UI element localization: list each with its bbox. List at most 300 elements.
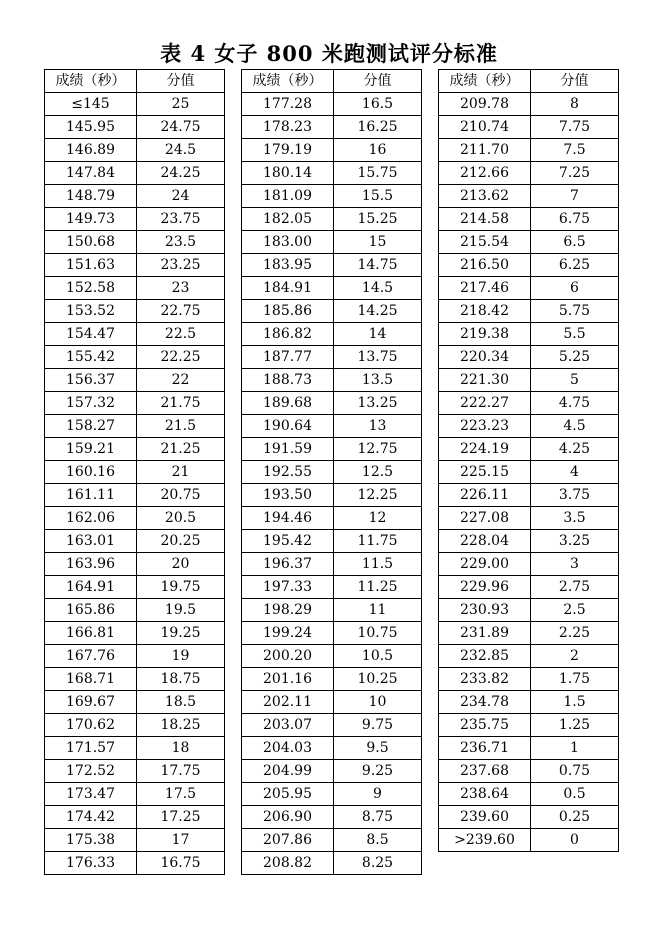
score-cell: 9 [334, 783, 422, 806]
time-cell: 163.96 [45, 553, 137, 576]
time-header: 成绩（秒） [242, 70, 334, 93]
score-cell: 12.25 [334, 484, 422, 507]
score-cell: 16 [334, 139, 422, 162]
table-row [242, 691, 422, 714]
score-cell: 21 [137, 461, 225, 484]
table-row [45, 576, 225, 599]
time-cell: 196.37 [242, 553, 334, 576]
table-row [45, 277, 225, 300]
table-row [45, 829, 225, 852]
score-table-2 [241, 69, 422, 875]
time-cell: 163.01 [45, 530, 137, 553]
time-cell: 230.93 [439, 599, 531, 622]
time-cell: 203.07 [242, 714, 334, 737]
score-cell: 4.5 [531, 415, 619, 438]
score-cell: 14.5 [334, 277, 422, 300]
score-cell: 22.75 [137, 300, 225, 323]
score-cell: 10.5 [334, 645, 422, 668]
score-cell: 16.25 [334, 116, 422, 139]
time-cell: 231.89 [439, 622, 531, 645]
score-cell: 23.5 [137, 231, 225, 254]
table-row [242, 783, 422, 806]
table-row [242, 139, 422, 162]
score-cell: 5.25 [531, 346, 619, 369]
score-cell: 6.5 [531, 231, 619, 254]
time-cell: 229.00 [439, 553, 531, 576]
time-cell: 150.68 [45, 231, 137, 254]
table-row [439, 162, 619, 185]
table-row [439, 806, 619, 829]
time-cell: 220.34 [439, 346, 531, 369]
table-row [242, 599, 422, 622]
time-cell: 175.38 [45, 829, 137, 852]
score-cell: 9.5 [334, 737, 422, 760]
table-row [45, 553, 225, 576]
time-cell: 235.75 [439, 714, 531, 737]
time-cell: 145.95 [45, 116, 137, 139]
table-row [242, 300, 422, 323]
score-cell: 3.75 [531, 484, 619, 507]
score-cell: 11.25 [334, 576, 422, 599]
time-cell: 232.85 [439, 645, 531, 668]
table-row [439, 438, 619, 461]
score-cell: 1.75 [531, 668, 619, 691]
time-cell: 233.82 [439, 668, 531, 691]
time-cell: 197.33 [242, 576, 334, 599]
time-cell: 236.71 [439, 737, 531, 760]
score-cell: 5.5 [531, 323, 619, 346]
score-cell: 4.25 [531, 438, 619, 461]
score-cell: 11.75 [334, 530, 422, 553]
table-row [242, 553, 422, 576]
table-row [439, 461, 619, 484]
time-cell: 171.57 [45, 737, 137, 760]
table-row [45, 691, 225, 714]
table-row [242, 277, 422, 300]
time-cell: 228.04 [439, 530, 531, 553]
time-cell: 202.11 [242, 691, 334, 714]
score-cell: 0.75 [531, 760, 619, 783]
table-row [45, 806, 225, 829]
time-cell: 194.46 [242, 507, 334, 530]
score-cell: 22 [137, 369, 225, 392]
score-cell: 18.75 [137, 668, 225, 691]
score-cell: 12.75 [334, 438, 422, 461]
table-row [439, 530, 619, 553]
table-row [45, 714, 225, 737]
score-cell: 20.5 [137, 507, 225, 530]
table-row [45, 300, 225, 323]
table-row [242, 461, 422, 484]
table-row [242, 185, 422, 208]
table-row [45, 392, 225, 415]
header-row [439, 70, 619, 93]
table-row [439, 323, 619, 346]
table-row [45, 599, 225, 622]
table-row [242, 576, 422, 599]
time-cell: 177.28 [242, 93, 334, 116]
table-row [45, 254, 225, 277]
time-cell: 204.99 [242, 760, 334, 783]
score-cell: 10 [334, 691, 422, 714]
table-row [439, 116, 619, 139]
score-cell: 17.5 [137, 783, 225, 806]
time-cell: 210.74 [439, 116, 531, 139]
table-row [45, 162, 225, 185]
score-cell: 14.25 [334, 300, 422, 323]
table-row [242, 415, 422, 438]
score-cell: 12 [334, 507, 422, 530]
score-table-1 [44, 69, 225, 875]
table-row [45, 530, 225, 553]
score-cell: 1 [531, 737, 619, 760]
time-cell: 186.82 [242, 323, 334, 346]
time-header: 成绩（秒） [439, 70, 531, 93]
time-cell: 183.00 [242, 231, 334, 254]
time-cell: 187.77 [242, 346, 334, 369]
time-cell: 157.32 [45, 392, 137, 415]
time-cell: 239.60 [439, 806, 531, 829]
score-cell: 10.75 [334, 622, 422, 645]
score-cell: 15.25 [334, 208, 422, 231]
table-row [439, 691, 619, 714]
table-row [242, 162, 422, 185]
time-cell: 237.68 [439, 760, 531, 783]
score-cell: 13.5 [334, 369, 422, 392]
table-row [242, 346, 422, 369]
time-cell: 174.42 [45, 806, 137, 829]
table-row [439, 622, 619, 645]
time-cell: 222.27 [439, 392, 531, 415]
time-cell: 213.62 [439, 185, 531, 208]
table-row [439, 300, 619, 323]
table-row [439, 415, 619, 438]
time-cell: 217.46 [439, 277, 531, 300]
time-cell: 215.54 [439, 231, 531, 254]
time-cell: 214.58 [439, 208, 531, 231]
time-cell: 201.16 [242, 668, 334, 691]
table-row [439, 645, 619, 668]
time-cell: 224.19 [439, 438, 531, 461]
time-cell: 223.23 [439, 415, 531, 438]
time-cell: 198.29 [242, 599, 334, 622]
score-cell: 21.25 [137, 438, 225, 461]
score-cell: 24 [137, 185, 225, 208]
table-row [242, 392, 422, 415]
table-row [439, 346, 619, 369]
table-row [242, 369, 422, 392]
time-cell: 164.91 [45, 576, 137, 599]
table-row [439, 599, 619, 622]
score-cell: 0.5 [531, 783, 619, 806]
time-cell: 182.05 [242, 208, 334, 231]
score-cell: 6.75 [531, 208, 619, 231]
time-cell: 204.03 [242, 737, 334, 760]
table-row [45, 668, 225, 691]
score-cell: 2.25 [531, 622, 619, 645]
table-row [439, 576, 619, 599]
time-cell: 184.91 [242, 277, 334, 300]
score-cell: 11 [334, 599, 422, 622]
table-row [45, 760, 225, 783]
score-cell: 9.75 [334, 714, 422, 737]
score-cell: 24.5 [137, 139, 225, 162]
score-cell: 21.75 [137, 392, 225, 415]
score-cell: 4 [531, 461, 619, 484]
time-cell: 151.63 [45, 254, 137, 277]
time-cell: 169.67 [45, 691, 137, 714]
time-cell: 185.86 [242, 300, 334, 323]
score-cell: 13.75 [334, 346, 422, 369]
score-header: 分值 [531, 70, 619, 93]
time-cell: 190.64 [242, 415, 334, 438]
score-cell: 1.25 [531, 714, 619, 737]
table-row [45, 507, 225, 530]
table-row [439, 392, 619, 415]
time-cell: 189.68 [242, 392, 334, 415]
table-row [242, 484, 422, 507]
time-cell: 179.19 [242, 139, 334, 162]
table-row [45, 139, 225, 162]
time-cell: 165.86 [45, 599, 137, 622]
time-cell: 199.24 [242, 622, 334, 645]
score-cell: 6 [531, 277, 619, 300]
score-cell: 4.75 [531, 392, 619, 415]
score-cell: 23.25 [137, 254, 225, 277]
score-cell: 12.5 [334, 461, 422, 484]
table-row [45, 231, 225, 254]
header-row [45, 70, 225, 93]
time-cell: 188.73 [242, 369, 334, 392]
time-cell: 160.16 [45, 461, 137, 484]
score-cell: 2 [531, 645, 619, 668]
score-cell: 7.5 [531, 139, 619, 162]
score-cell: 21.5 [137, 415, 225, 438]
table-row [242, 231, 422, 254]
time-cell: 146.89 [45, 139, 137, 162]
time-cell: 212.66 [439, 162, 531, 185]
table-row [439, 507, 619, 530]
score-cell: 17 [137, 829, 225, 852]
score-cell: 23 [137, 277, 225, 300]
table-row [45, 93, 225, 116]
score-cell: 19.75 [137, 576, 225, 599]
table-row [242, 254, 422, 277]
score-cell: 2.5 [531, 599, 619, 622]
table-row [45, 208, 225, 231]
score-cell: 23.75 [137, 208, 225, 231]
table-row [439, 231, 619, 254]
score-cell: 18.25 [137, 714, 225, 737]
time-cell: 158.27 [45, 415, 137, 438]
score-cell: 13 [334, 415, 422, 438]
table-row [439, 369, 619, 392]
time-cell: 207.86 [242, 829, 334, 852]
table-row [439, 668, 619, 691]
time-cell: 219.38 [439, 323, 531, 346]
time-cell: 181.09 [242, 185, 334, 208]
score-cell: 14.75 [334, 254, 422, 277]
table-row [242, 116, 422, 139]
table-row [242, 760, 422, 783]
header-row [242, 70, 422, 93]
table-row [45, 346, 225, 369]
table-row [45, 369, 225, 392]
table-row [45, 461, 225, 484]
table-row [439, 254, 619, 277]
time-cell: 178.23 [242, 116, 334, 139]
time-cell: 206.90 [242, 806, 334, 829]
score-cell: 8 [531, 93, 619, 116]
score-table-3 [438, 69, 619, 852]
score-cell: 25 [137, 93, 225, 116]
table-row [45, 622, 225, 645]
table-row [45, 783, 225, 806]
table-row [242, 208, 422, 231]
time-cell: 191.59 [242, 438, 334, 461]
score-cell: 24.75 [137, 116, 225, 139]
table-row [242, 668, 422, 691]
table-row [45, 852, 225, 875]
score-cell: 10.25 [334, 668, 422, 691]
time-cell: >239.60 [439, 829, 531, 852]
table-row [439, 277, 619, 300]
score-cell: 8.25 [334, 852, 422, 875]
table-row [242, 829, 422, 852]
score-cell: 3 [531, 553, 619, 576]
table-row [242, 93, 422, 116]
score-cell: 22.25 [137, 346, 225, 369]
time-cell: 161.11 [45, 484, 137, 507]
table-row [45, 645, 225, 668]
time-cell: 168.71 [45, 668, 137, 691]
score-cell: 7.25 [531, 162, 619, 185]
score-cell: 3.5 [531, 507, 619, 530]
score-cell: 17.25 [137, 806, 225, 829]
table-row [439, 737, 619, 760]
table-row [45, 185, 225, 208]
table-row [242, 622, 422, 645]
time-cell: 216.50 [439, 254, 531, 277]
table-row [439, 208, 619, 231]
time-cell: ≤145 [45, 93, 137, 116]
table-row [45, 323, 225, 346]
table-row [242, 645, 422, 668]
table-row [45, 737, 225, 760]
table-row [439, 783, 619, 806]
table-row [439, 760, 619, 783]
time-cell: 149.73 [45, 208, 137, 231]
score-cell: 20.75 [137, 484, 225, 507]
page-title: 表 4 女子 800 米跑测试评分标准 [160, 41, 498, 66]
time-cell: 209.78 [439, 93, 531, 116]
time-cell: 155.42 [45, 346, 137, 369]
score-cell: 16.75 [137, 852, 225, 875]
time-header: 成绩（秒） [45, 70, 137, 93]
score-cell: 18.5 [137, 691, 225, 714]
score-cell: 2.75 [531, 576, 619, 599]
time-cell: 172.52 [45, 760, 137, 783]
score-cell: 20.25 [137, 530, 225, 553]
score-cell: 19.5 [137, 599, 225, 622]
score-cell: 18 [137, 737, 225, 760]
time-cell: 156.37 [45, 369, 137, 392]
table-row [242, 806, 422, 829]
time-cell: 226.11 [439, 484, 531, 507]
table-row [242, 852, 422, 875]
score-cell: 17.75 [137, 760, 225, 783]
score-cell: 7.75 [531, 116, 619, 139]
time-cell: 153.52 [45, 300, 137, 323]
time-cell: 218.42 [439, 300, 531, 323]
score-cell: 14 [334, 323, 422, 346]
table-row [242, 737, 422, 760]
score-cell: 24.25 [137, 162, 225, 185]
time-cell: 152.58 [45, 277, 137, 300]
time-cell: 176.33 [45, 852, 137, 875]
time-cell: 229.96 [439, 576, 531, 599]
score-cell: 5 [531, 369, 619, 392]
table-row [242, 530, 422, 553]
time-cell: 238.64 [439, 783, 531, 806]
table-row [439, 484, 619, 507]
time-cell: 154.47 [45, 323, 137, 346]
score-cell: 15 [334, 231, 422, 254]
time-cell: 166.81 [45, 622, 137, 645]
time-cell: 193.50 [242, 484, 334, 507]
time-cell: 200.20 [242, 645, 334, 668]
table-row [45, 484, 225, 507]
score-cell: 15.5 [334, 185, 422, 208]
score-cell: 1.5 [531, 691, 619, 714]
score-cell: 0.25 [531, 806, 619, 829]
table-row [242, 507, 422, 530]
table-row [439, 553, 619, 576]
score-cell: 6.25 [531, 254, 619, 277]
time-cell: 183.95 [242, 254, 334, 277]
score-header: 分值 [137, 70, 225, 93]
table-row [242, 714, 422, 737]
time-cell: 205.95 [242, 783, 334, 806]
score-cell: 19 [137, 645, 225, 668]
time-cell: 162.06 [45, 507, 137, 530]
table-row [45, 415, 225, 438]
table-row [439, 139, 619, 162]
time-cell: 227.08 [439, 507, 531, 530]
time-cell: 173.47 [45, 783, 137, 806]
score-cell: 11.5 [334, 553, 422, 576]
time-cell: 195.42 [242, 530, 334, 553]
time-cell: 147.84 [45, 162, 137, 185]
table-row [45, 438, 225, 461]
table-row [45, 116, 225, 139]
score-cell: 22.5 [137, 323, 225, 346]
score-cell: 9.25 [334, 760, 422, 783]
time-cell: 159.21 [45, 438, 137, 461]
time-cell: 208.82 [242, 852, 334, 875]
score-cell: 13.25 [334, 392, 422, 415]
time-cell: 167.76 [45, 645, 137, 668]
score-cell: 16.5 [334, 93, 422, 116]
score-cell: 8.75 [334, 806, 422, 829]
table-row [439, 714, 619, 737]
time-cell: 211.70 [439, 139, 531, 162]
time-cell: 225.15 [439, 461, 531, 484]
score-cell: 7 [531, 185, 619, 208]
score-cell: 5.75 [531, 300, 619, 323]
time-cell: 192.55 [242, 461, 334, 484]
table-row [439, 93, 619, 116]
